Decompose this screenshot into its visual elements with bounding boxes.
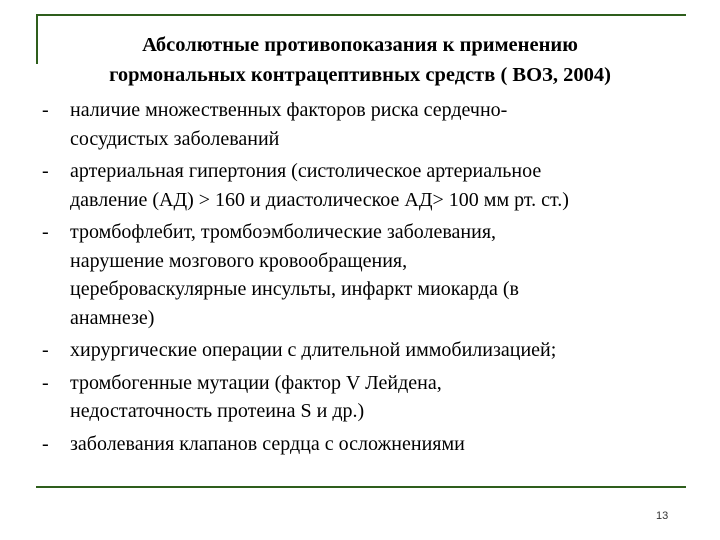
list-item-line: цереброваскулярные инсульты, инфаркт миокарда (в <box>70 278 519 300</box>
list-item-line: сосудистых заболеваний <box>70 127 280 150</box>
list-item-line: заболевания клапанов сердца с осложнениями <box>70 432 465 455</box>
slide-title <box>40 30 680 90</box>
bullet-dash: - <box>42 99 49 121</box>
list-item-line: артериальная гипертония (систолическое артериальное <box>70 160 542 182</box>
list-item-text <box>70 96 690 153</box>
bullet-dash: - <box>42 432 49 455</box>
bullet-dash: - <box>42 221 49 243</box>
list-item-text <box>70 157 690 214</box>
list-item-line: наличие множественных факторов риска сердечно- <box>70 99 508 121</box>
list-item <box>40 430 690 459</box>
list-item-text <box>70 369 690 426</box>
list-item-line: нарушение мозгового кровообращения, <box>70 249 408 272</box>
list-item-text <box>70 430 690 459</box>
list-item <box>40 218 690 332</box>
frame-bottom-line <box>36 486 686 488</box>
list-item <box>40 157 690 214</box>
contraindications-list <box>40 96 690 462</box>
list-item-line: тромбогенные мутации (фактор V Лейдена, <box>70 371 442 394</box>
slide-title-line-1: Абсолютные противопоказания к применению <box>142 34 578 56</box>
list-item-line: давление (АД) > 160 и диастолическое АД> 100 мм рт. ст.) <box>70 188 569 211</box>
list-item-text <box>70 218 690 332</box>
list-item-line: анамнезе) <box>70 306 155 329</box>
list-item <box>40 336 690 365</box>
bullet-dash: - <box>42 371 49 394</box>
list-item <box>40 96 690 153</box>
bullet-dash: - <box>42 160 49 182</box>
frame-top-line <box>36 14 686 16</box>
slide-title-line-2: гормональных контрацептивных средств ( ВОЗ, 2004) <box>109 64 611 86</box>
page-number: 13 <box>656 510 669 522</box>
list-item-text <box>70 336 690 365</box>
frame-left-line <box>36 14 38 64</box>
bullet-dash: - <box>42 339 49 361</box>
list-item-line: недостаточность протеина S и др.) <box>70 400 365 422</box>
list-item-line: тромбофлебит, тромбоэмболические заболевания, <box>70 221 497 243</box>
list-item <box>40 369 690 426</box>
list-item-line: хирургические операции с длительной иммобилизацией; <box>70 339 557 361</box>
